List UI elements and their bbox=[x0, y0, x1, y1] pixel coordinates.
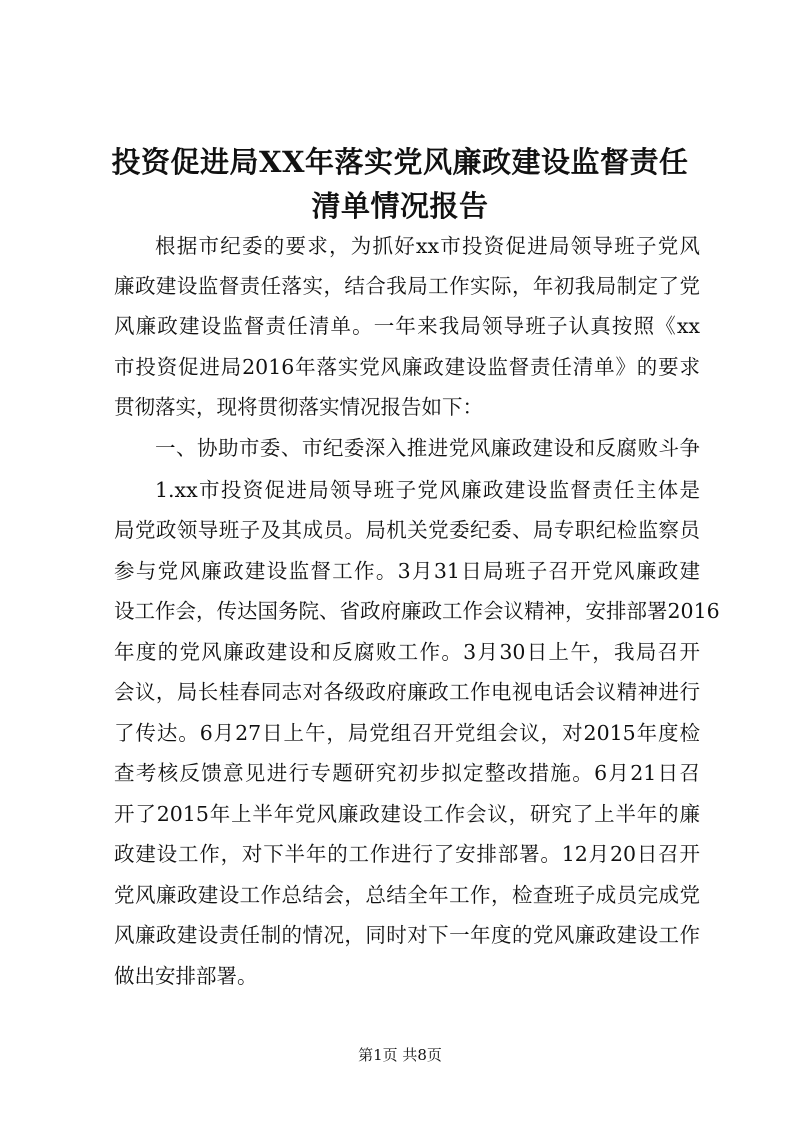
item1-line-4: 设工作会，传达国务院、省政府廉政工作会议精神，安排部署2016 bbox=[114, 599, 720, 623]
item1-line-12: 风廉政建设责任制的情况，同时对下一年度的党风廉政建设工作 bbox=[114, 923, 700, 947]
item1-line-13: 做出安排部署。 bbox=[114, 964, 258, 988]
document-title-line-1: 投资促进局XX年落实党风廉政建设监督责任 bbox=[111, 145, 689, 179]
item1-line-6: 会议，局长桂春同志对各级政府廉政工作电视电话会议精神进行 bbox=[114, 680, 700, 704]
item1-line-7: 了传达。6月27日上午，局党组召开党组会议，对2015年度检 bbox=[114, 721, 700, 745]
item1-line-9: 开了2015年上半年党风廉政建设工作会议，研究了上半年的廉 bbox=[114, 802, 700, 826]
page-footer: 第1页 共8页 bbox=[358, 1046, 442, 1064]
item1-line-11: 党风廉政建设工作总结会，总结全年工作，检查班子成员完成党 bbox=[114, 883, 700, 907]
item1-line-8: 查考核反馈意见进行专题研究初步拟定整改措施。6月21日召 bbox=[114, 761, 700, 785]
intro-line-4: 市投资促进局2016年落实党风廉政建设监督责任清单》的要求 bbox=[114, 355, 700, 379]
item1-line-3: 参与党风廉政建设监督工作。3月31日局班子召开党风廉政建 bbox=[114, 559, 700, 583]
intro-line-2: 廉政建设监督责任落实，结合我局工作实际，年初我局制定了党 bbox=[114, 274, 700, 298]
item1-line-5: 年度的党风廉政建设和反腐败工作。3月30日上午，我局召开 bbox=[114, 640, 700, 664]
item1-line-10: 政建设工作，对下半年的工作进行了安排部署。12月20日召开 bbox=[114, 842, 700, 866]
item1-line-1: 1.xx市投资促进局领导班子党风廉政建设监督责任主体是 bbox=[155, 478, 700, 502]
intro-line-1: 根据市纪委的要求，为抓好xx市投资促进局领导班子党风 bbox=[155, 234, 700, 258]
intro-line-5: 贯彻落实，现将贯彻落实情况报告如下： bbox=[114, 395, 483, 419]
item1-line-2: 局党政领导班子及其成员。局机关党委纪委、局专职纪检监察员 bbox=[114, 518, 700, 542]
section-heading: 一、协助市委、市纪委深入推进党风廉政建设和反腐败斗争 bbox=[155, 436, 700, 460]
document-title-line-2: 清单情况报告 bbox=[311, 189, 489, 223]
intro-line-3: 风廉政建设监督责任清单。一年来我局领导班子认真按照《xx bbox=[114, 314, 700, 338]
